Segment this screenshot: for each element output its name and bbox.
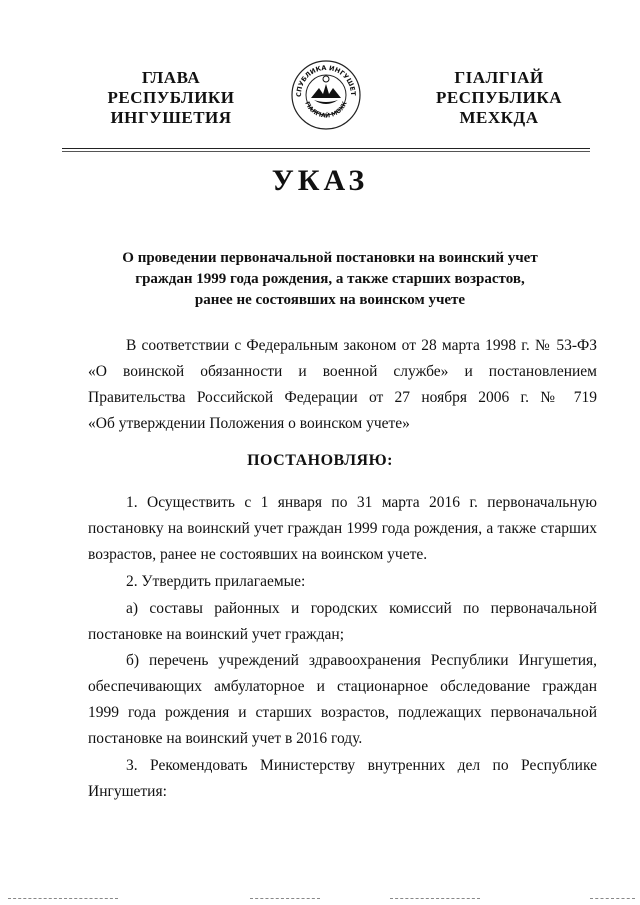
item-1-paragraph	[88, 490, 597, 568]
header-left-line: ГЛАВА	[141, 68, 201, 87]
item-2b-line: 1999 года рождения и старших возрастов, подлежащих первоначальной	[88, 704, 597, 721]
header-divider-secondary	[62, 151, 590, 152]
item-1-line: 1. Осуществить с 1 января по 31 марта 2016 г. первоначальную	[126, 494, 597, 511]
item-2b-line: постановке на воинский учет в 2016 году.	[88, 730, 363, 747]
emblem-top-text: СПУБЛИКА ИНГУШЕТ	[294, 63, 358, 98]
header-right-line: МЕХКДА	[459, 108, 539, 127]
scan-artifact-line	[8, 898, 118, 899]
item-2b-line: обеспечивающих амбулаторное и стационарное обследование граждан	[88, 678, 597, 695]
document-title: УКАЗ	[271, 164, 369, 197]
subject-line: О проведении первоначальной постановки на воинский учет	[122, 250, 538, 266]
item-3-line: 3. Рекомендовать Министерству внутренних дел по Республике	[126, 757, 597, 774]
preamble-paragraph	[88, 333, 597, 437]
preamble-line: «О воинской обязанности и военной службе» и постановлением	[88, 363, 597, 380]
header-right-ingush	[414, 68, 584, 128]
emblem-bottom-text: ГIАЛГIАЙ МОХК	[303, 100, 349, 120]
item-2-line: 2. Утвердить прилагаемые:	[126, 573, 306, 590]
header-left-russian	[86, 68, 256, 128]
item-1-line: постановку на воинский учет граждан 1999 года рождения, а также старших	[88, 520, 597, 537]
item-1-line: возрастов, ранее не состоявших на воинском учете.	[88, 546, 428, 563]
item-3-line: Ингушетия:	[88, 783, 167, 800]
item-3-paragraph	[88, 753, 597, 805]
decree-word: ПОСТАНОВЛЯЮ:	[247, 452, 393, 469]
preamble-line: «Об утверждении Положения о воинском учете»	[88, 415, 410, 432]
header-left-line: ИНГУШЕТИЯ	[110, 108, 232, 127]
item-2a-line: а) составы районных и городских комиссий по первоначальной	[126, 600, 597, 617]
item-2a-line: постановке на воинский учет граждан;	[88, 626, 345, 643]
header-right-line: РЕСПУБЛИКА	[435, 88, 562, 107]
item-2b-line: б) перечень учреждений здравоохранения Республики Ингушетия,	[126, 652, 597, 669]
item-2a-paragraph	[88, 596, 597, 648]
header-divider	[62, 148, 590, 149]
subject-line: граждан 1999 года рождения, а также старших возрастов,	[135, 271, 525, 287]
header-left-line: РЕСПУБЛИКИ	[107, 88, 235, 107]
preamble-line: В соответствии с Федеральным законом от 28 марта 1998 г. № 53-ФЗ	[126, 337, 597, 354]
scan-artifact-line	[390, 898, 480, 899]
scan-artifact-line	[250, 898, 320, 899]
preamble-line: Правительства Российской Федерации от 27 ноября 2006 г. № 719	[88, 389, 597, 406]
emblem-graphic	[289, 58, 363, 132]
header-right-line: ГIАЛГIАЙ	[454, 68, 544, 87]
subject-line: ранее не состоявших на воинском учете	[194, 292, 466, 308]
item-2b-paragraph	[88, 648, 597, 752]
item-2-paragraph	[88, 569, 597, 595]
scan-artifact-line	[590, 898, 635, 899]
republic-coat-of-arms-icon	[289, 58, 363, 132]
decree-subject	[90, 248, 570, 311]
